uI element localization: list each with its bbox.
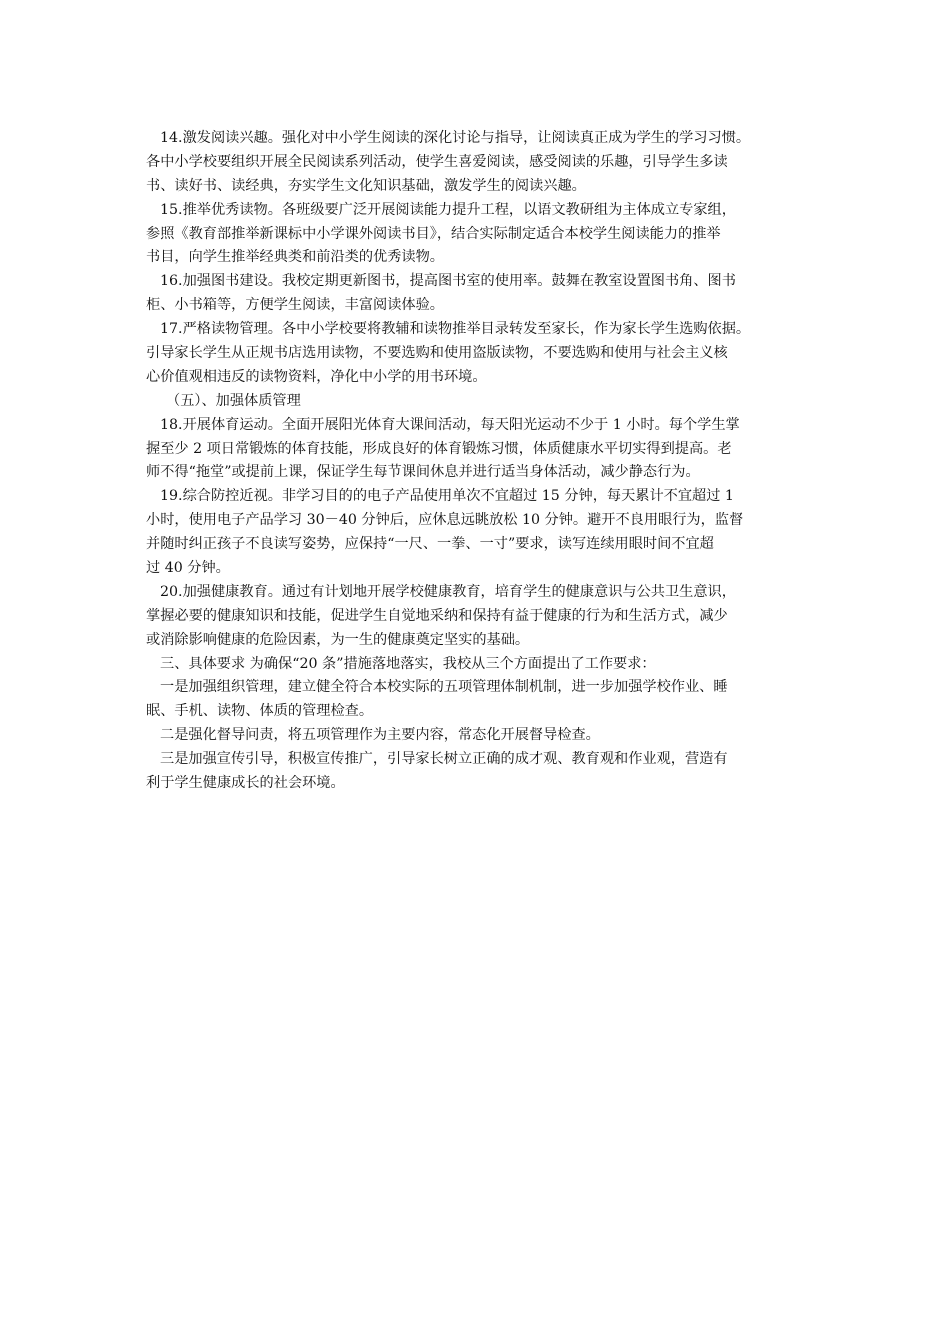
paragraph-14-line-3: 书、读好书、读经典，夯实学生文化知识基础，激发学生的阅读兴趣。 bbox=[146, 177, 586, 194]
paragraph-18-line-2: 握至少 2 项日常锻炼的体育技能，形成良好的体育锻炼习惯，体质健康水平切实得到提高。老 bbox=[146, 440, 732, 457]
paragraph-20-line-1: 20.加强健康教育。通过有计划地开展学校健康教育，培育学生的健康意识与公共卫生意识， bbox=[160, 583, 736, 600]
paragraph-18-line-1: 18.开展体育运动。全面开展阳光体育大课间活动，每天阳光运动不少于 1 小时。每个学生掌 bbox=[160, 416, 740, 433]
paragraph-15-line-3: 书目，向学生推举经典类和前沿类的优秀读物。 bbox=[146, 249, 444, 266]
paragraph-20-line-2: 掌握必要的健康知识和技能，促进学生自觉地采纳和保持有益于健康的行为和生活方式，减少 bbox=[146, 607, 728, 624]
paragraph-19-line-1: 19.综合防控近视。非学习目的的电子产品使用单次不宜超过 15 分钟，每天累计不宜超过 1 bbox=[160, 488, 734, 505]
paragraph-16-line-2: 柜、小书箱等，方便学生阅读，丰富阅读体验。 bbox=[146, 297, 444, 314]
requirement-two: 二是强化督导问责，将五项管理作为主要内容，常态化开展督导检查。 bbox=[160, 727, 600, 744]
paragraph-16-line-1: 16.加强图书建设。我校定期更新图书，提高图书室的使用率。鼓舞在教室设置图书角、图书 bbox=[160, 273, 736, 290]
paragraph-14-line-1: 14.激发阅读兴趣。强化对中小学生阅读的深化讨论与指导，让阅读真正成为学生的学习习惯。 bbox=[160, 130, 751, 146]
paragraph-14-line-2: 各中小学校要组织开展全民阅读系列活动，使学生喜爱阅读，感受阅读的乐趣，引导学生多读 bbox=[146, 153, 728, 170]
section-heading-five: （五）、加强体质管理 bbox=[166, 392, 301, 409]
section-three-requirements: 三、具体要求 为确保“20 条”措施落地落实，我校从三个方面提出了工作要求： bbox=[160, 655, 656, 672]
paragraph-19-line-2: 小时，使用电子产品学习 30－40 分钟后，应休息远眺放松 10 分钟。避开不良用眼行为，监督 bbox=[146, 512, 744, 529]
paragraph-17-line-2: 引导家长学生从正规书店选用读物，不要选购和使用盗版读物，不要选购和使用与社会主义核 bbox=[146, 345, 728, 362]
paragraph-17-line-3: 心价值观相违反的读物资料，净化中小学的用书环境。 bbox=[146, 368, 487, 385]
requirement-one-line-2: 眠、手机、读物、体质的管理检查。 bbox=[146, 703, 374, 720]
paragraph-17-line-1: 17.严格读物管理。各中小学校要将教辅和读物推举目录转发至家长，作为家长学生选购依据。 bbox=[160, 321, 751, 338]
requirement-three-line-2: 利于学生健康成长的社会环境。 bbox=[146, 775, 345, 792]
paragraph-15-line-1: 15.推举优秀读物。各班级要广泛开展阅读能力提升工程，以语文教研组为主体成立专家组， bbox=[160, 201, 736, 218]
paragraph-19-line-4: 过 40 分钟。 bbox=[146, 560, 230, 577]
paragraph-15-line-2: 参照《教育部推举新课标中小学课外阅读书目》，结合实际制定适合本校学生阅读能力的推举 bbox=[146, 225, 721, 242]
paragraph-20-line-3: 或消除影响健康的危险因素，为一生的健康奠定坚实的基础。 bbox=[146, 631, 530, 648]
paragraph-18-line-3: 师不得“拖堂”或提前上课，保证学生每节课间休息并进行适当身体活动，减少静态行为。 bbox=[146, 464, 700, 481]
document-body bbox=[146, 127, 810, 796]
requirement-three-line-1: 三是加强宣传引导，积极宣传推广，引导家长树立正确的成才观、教育观和作业观，营造有 bbox=[160, 751, 728, 768]
requirement-one-line-1: 一是加强组织管理，建立健全符合本校实际的五项管理体制机制，进一步加强学校作业、睡 bbox=[160, 679, 728, 696]
paragraph-19-line-3: 并随时纠正孩子不良读写姿势，应保持“一尺、一拳、一寸”要求，读写连续用眼时间不宜超 bbox=[146, 536, 714, 553]
